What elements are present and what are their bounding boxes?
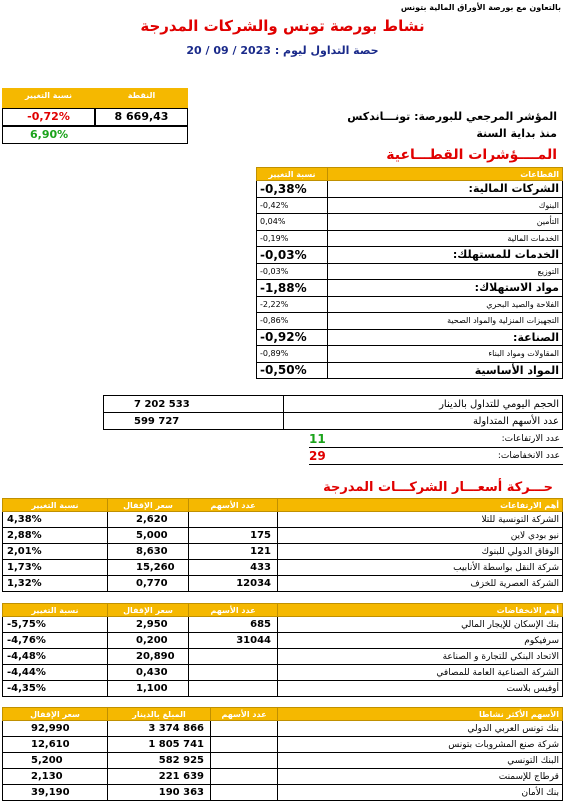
sector-change: -0,03% — [257, 247, 328, 264]
losers-qty: 685 — [189, 617, 278, 633]
page-title: نشاط بورصة تونس والشركات المدرجة — [140, 17, 425, 35]
gainers-change: 1,73% — [3, 560, 108, 576]
losers-name: الشركة الصناعية العامة للمصافي — [278, 665, 563, 681]
sector-row — [257, 362, 563, 379]
gainers-change: 2,01% — [3, 544, 108, 560]
losers-qty — [189, 665, 278, 681]
gainers-qty: 433 — [189, 560, 278, 576]
active-name: بنك تونس العربي الدولي — [278, 721, 563, 737]
index-points: 8 669,43 — [95, 108, 188, 126]
sector-name: مواد الاستهلاك: — [328, 280, 563, 297]
losers-price: 20,890 — [108, 649, 189, 665]
sector-row — [257, 329, 563, 346]
losers-row — [3, 681, 563, 697]
sector-change: -1,88% — [257, 280, 328, 297]
active-amount: 3 374 866 — [108, 721, 211, 737]
active-amount: 190 363 — [108, 785, 211, 801]
sector-row — [257, 197, 563, 214]
sector-name: الشركات المالية: — [328, 181, 563, 198]
sector-row — [257, 214, 563, 231]
index-change: -0,72% — [2, 108, 95, 126]
gainers-change: 2,88% — [3, 528, 108, 544]
gainers-row — [3, 576, 563, 592]
gainers-row — [3, 528, 563, 544]
losers-row — [3, 649, 563, 665]
active-name: بنك الأمان — [278, 785, 563, 801]
active-col-3: سعر الإقفال — [3, 708, 108, 721]
ytd-label: منذ بداية السنة — [476, 127, 557, 140]
gainers-qty: 175 — [189, 528, 278, 544]
losers-qty — [189, 649, 278, 665]
sector-row — [257, 247, 563, 264]
index-col-change: نسبة التغيير — [24, 91, 73, 100]
gainers-row — [3, 560, 563, 576]
active-price: 39,190 — [3, 785, 108, 801]
session-line — [0, 44, 565, 57]
shares-label: عدد الأسهم المتداولة — [284, 413, 563, 430]
gainers-price: 5,000 — [108, 528, 189, 544]
losers-price: 0,430 — [108, 665, 189, 681]
sectors-title: المــــؤشرات القطـــاعية — [386, 147, 557, 163]
losers-col-0: أهم الانخفاضات — [278, 604, 563, 617]
active-row — [3, 737, 563, 753]
losers-qty: 31044 — [189, 633, 278, 649]
session-label: حصة التداول ليوم : — [274, 44, 379, 57]
up-label: عدد الارتفاعات: — [501, 434, 560, 444]
gainers-price: 2,620 — [108, 512, 189, 528]
sectors-table — [256, 167, 563, 379]
gainers-table — [2, 498, 563, 592]
gainers-name: شركة النقل بواسطة الأنابيب — [278, 560, 563, 576]
losers-row — [3, 633, 563, 649]
volume-value: 7 202 533 — [104, 396, 284, 413]
active-row — [3, 753, 563, 769]
down-value: 29 — [309, 449, 326, 463]
sector-change: 0,04% — [257, 214, 328, 231]
index-ytd: 6,90% — [2, 126, 188, 144]
gainers-col-2: سعر الإقفال — [108, 499, 189, 512]
gainers-col-0: أهم الارتفاعات — [278, 499, 563, 512]
gainers-price: 0,770 — [108, 576, 189, 592]
index-header — [2, 88, 188, 108]
sector-change: -0,86% — [257, 313, 328, 330]
sector-row — [257, 346, 563, 363]
active-table — [2, 707, 563, 801]
losers-change: -5,75% — [3, 617, 108, 633]
active-row — [3, 769, 563, 785]
gainers-row — [3, 544, 563, 560]
session-date: 20 / 09 / 2023 — [186, 44, 271, 57]
losers-name: سرفيكوم — [278, 633, 563, 649]
active-price: 92,990 — [3, 721, 108, 737]
gainers-change: 1,32% — [3, 576, 108, 592]
active-col-2: المبلغ بالدينار — [108, 708, 211, 721]
sector-change: -0,89% — [257, 346, 328, 363]
volume-label: الحجم اليومي للتداول بالدينار — [284, 396, 563, 413]
movements-title: حـــركة أسعـــار الشركـــات المدرجة — [323, 480, 553, 495]
gainers-row — [3, 512, 563, 528]
gainers-header — [3, 499, 563, 512]
sector-change: -0,42% — [257, 197, 328, 214]
losers-price: 1,100 — [108, 681, 189, 697]
active-col-1: عدد الأسهم — [211, 708, 278, 721]
losers-name: بنك الإسكان للإيجار المالي — [278, 617, 563, 633]
gainers-qty: 12034 — [189, 576, 278, 592]
index-col-points: النقطة — [127, 91, 156, 100]
sector-name: الفلاحة والصيد البحري — [328, 296, 563, 313]
losers-name: أوفيس بلاست — [278, 681, 563, 697]
sectors-col-change: نسبة التغيير — [257, 168, 328, 181]
losers-col-3: نسبة التغيير — [3, 604, 108, 617]
gainers-qty — [189, 512, 278, 528]
volume-table — [103, 395, 563, 430]
active-name: البنك التونسي — [278, 753, 563, 769]
sector-name: التجهيزات المنزلية والمواد الصحية — [328, 313, 563, 330]
active-qty — [211, 753, 278, 769]
losers-name: الاتحاد البنكي للتجارة و الصناعة — [278, 649, 563, 665]
sector-change: -0,38% — [257, 181, 328, 198]
active-row — [3, 721, 563, 737]
losers-qty — [189, 681, 278, 697]
sector-row — [257, 280, 563, 297]
active-header — [3, 708, 563, 721]
gainers-qty: 121 — [189, 544, 278, 560]
sector-name: الخدمات للمستهلك: — [328, 247, 563, 264]
sector-change: -0,92% — [257, 329, 328, 346]
active-qty — [211, 737, 278, 753]
sector-change: -0,19% — [257, 230, 328, 247]
active-qty — [211, 721, 278, 737]
sector-name: البنوك — [328, 197, 563, 214]
down-label: عدد الانخفاضات: — [497, 451, 560, 461]
shares-value: 599 727 — [104, 413, 284, 430]
losers-col-1: عدد الأسهم — [189, 604, 278, 617]
losers-col-2: سعر الإقفال — [108, 604, 189, 617]
sector-row — [257, 263, 563, 280]
losers-change: -4,76% — [3, 633, 108, 649]
losers-change: -4,35% — [3, 681, 108, 697]
down-row — [309, 448, 563, 465]
sector-name: المواد الأساسية — [328, 362, 563, 379]
active-row — [3, 785, 563, 801]
losers-row — [3, 617, 563, 633]
gainers-name: الشركة العصرية للخزف — [278, 576, 563, 592]
sector-row — [257, 296, 563, 313]
gainers-name: نيو بودي لاين — [278, 528, 563, 544]
sector-name: الخدمات المالية — [328, 230, 563, 247]
up-value: 11 — [309, 432, 326, 446]
losers-price: 2,950 — [108, 617, 189, 633]
losers-row — [3, 665, 563, 681]
active-amount: 1 805 741 — [108, 737, 211, 753]
sector-change: -0,50% — [257, 362, 328, 379]
sector-change: -0,03% — [257, 263, 328, 280]
active-qty — [211, 785, 278, 801]
active-price: 12,610 — [3, 737, 108, 753]
gainers-name: الشركة التونسية للتلا — [278, 512, 563, 528]
losers-table — [2, 603, 563, 697]
active-name: قرطاج للإسمنت — [278, 769, 563, 785]
losers-change: -4,44% — [3, 665, 108, 681]
gainers-col-3: نسبة التغيير — [3, 499, 108, 512]
losers-price: 0,200 — [108, 633, 189, 649]
sector-change: -2,22% — [257, 296, 328, 313]
active-amount: 582 925 — [108, 753, 211, 769]
sector-name: التأمين — [328, 214, 563, 231]
partner-note: بالتعاون مع بورصة الأوراق المالية بتونس — [400, 3, 561, 12]
sector-name: التوزيع — [328, 263, 563, 280]
sector-row — [257, 313, 563, 330]
gainers-col-1: عدد الأسهم — [189, 499, 278, 512]
gainers-name: الوفاق الدولي للبنوك — [278, 544, 563, 560]
up-row — [309, 431, 563, 448]
active-name: شركة صنع المشروبات بتونس — [278, 737, 563, 753]
active-qty — [211, 769, 278, 785]
gainers-price: 8,630 — [108, 544, 189, 560]
gainers-change: 4,38% — [3, 512, 108, 528]
active-amount: 221 639 — [108, 769, 211, 785]
active-price: 2,130 — [3, 769, 108, 785]
sector-row — [257, 230, 563, 247]
sector-row — [257, 181, 563, 198]
active-col-0: الأسهم الأكثر نشاطا — [278, 708, 563, 721]
sector-name: المقاولات ومواد البناء — [328, 346, 563, 363]
active-price: 5,200 — [3, 753, 108, 769]
sector-name: الصناعة: — [328, 329, 563, 346]
sectors-col-name: القطاعات — [328, 168, 563, 181]
losers-change: -4,48% — [3, 649, 108, 665]
index-name: المؤشر المرجعي للبورصة: تونـــاندكس — [347, 110, 557, 123]
losers-header — [3, 604, 563, 617]
gainers-price: 15,260 — [108, 560, 189, 576]
